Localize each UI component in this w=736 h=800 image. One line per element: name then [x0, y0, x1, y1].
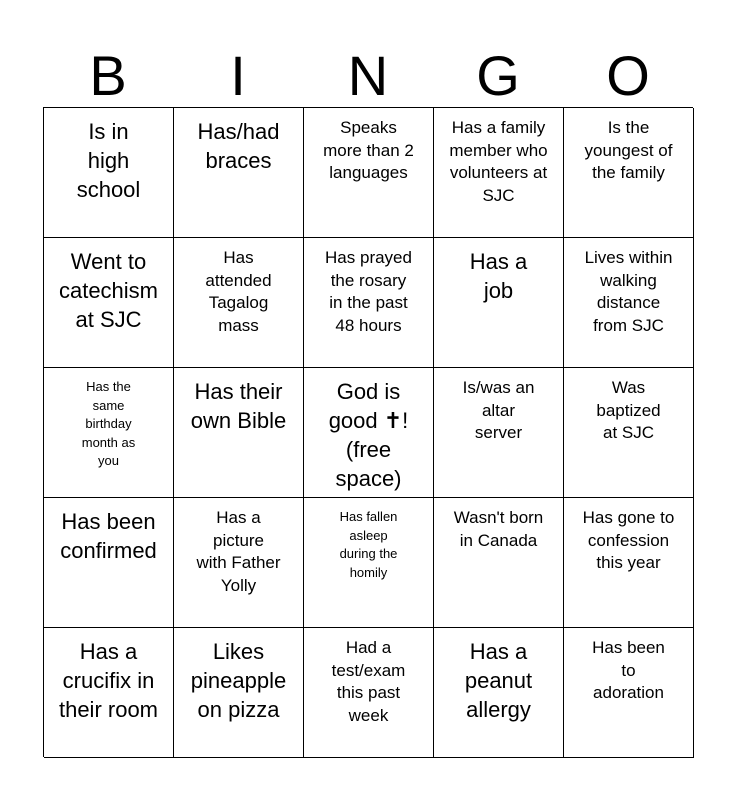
bingo-cell[interactable]: Has a family member who volunteers at SJC: [434, 108, 564, 238]
header-letter-o: O: [606, 44, 650, 107]
bingo-cell[interactable]: Has fallen asleep during the homily: [304, 498, 434, 628]
bingo-cell[interactable]: Is in high school: [44, 108, 174, 238]
bingo-cell[interactable]: Has been to adoration: [564, 628, 694, 758]
bingo-cell[interactable]: Was baptized at SJC: [564, 368, 694, 498]
bingo-cell[interactable]: Had a test/exam this past week: [304, 628, 434, 758]
bingo-cell[interactable]: Has attended Tagalog mass: [174, 238, 304, 368]
bingo-cell[interactable]: Went to catechism at SJC: [44, 238, 174, 368]
bingo-cell[interactable]: Has/had braces: [174, 108, 304, 238]
bingo-header: [43, 46, 693, 106]
bingo-cell[interactable]: Has a job: [434, 238, 564, 368]
header-letter-i: I: [230, 44, 246, 107]
bingo-cell[interactable]: Lives within walking distance from SJC: [564, 238, 694, 368]
bingo-cell[interactable]: Speaks more than 2 languages: [304, 108, 434, 238]
bingo-cell[interactable]: Has a crucifix in their room: [44, 628, 174, 758]
bingo-board: [43, 107, 693, 757]
header-letter-g: G: [476, 44, 520, 107]
bingo-cell[interactable]: Has prayed the rosary in the past 48 hours: [304, 238, 434, 368]
bingo-cell[interactable]: Has a picture with Father Yolly: [174, 498, 304, 628]
free-space-cell[interactable]: God is good ✝! (free space): [304, 368, 434, 498]
bingo-cell[interactable]: Likes pineapple on pizza: [174, 628, 304, 758]
bingo-cell[interactable]: Is/was an altar server: [434, 368, 564, 498]
bingo-cell[interactable]: Wasn't born in Canada: [434, 498, 564, 628]
header-letter-n: N: [347, 44, 389, 107]
bingo-cell[interactable]: Has gone to confession this year: [564, 498, 694, 628]
bingo-cell[interactable]: Is the youngest of the family: [564, 108, 694, 238]
header-letter-b: B: [89, 44, 127, 107]
bingo-cell[interactable]: Has a peanut allergy: [434, 628, 564, 758]
bingo-cell[interactable]: Has their own Bible: [174, 368, 304, 498]
bingo-cell[interactable]: Has been confirmed: [44, 498, 174, 628]
bingo-cell[interactable]: Has the same birthday month as you: [44, 368, 174, 498]
